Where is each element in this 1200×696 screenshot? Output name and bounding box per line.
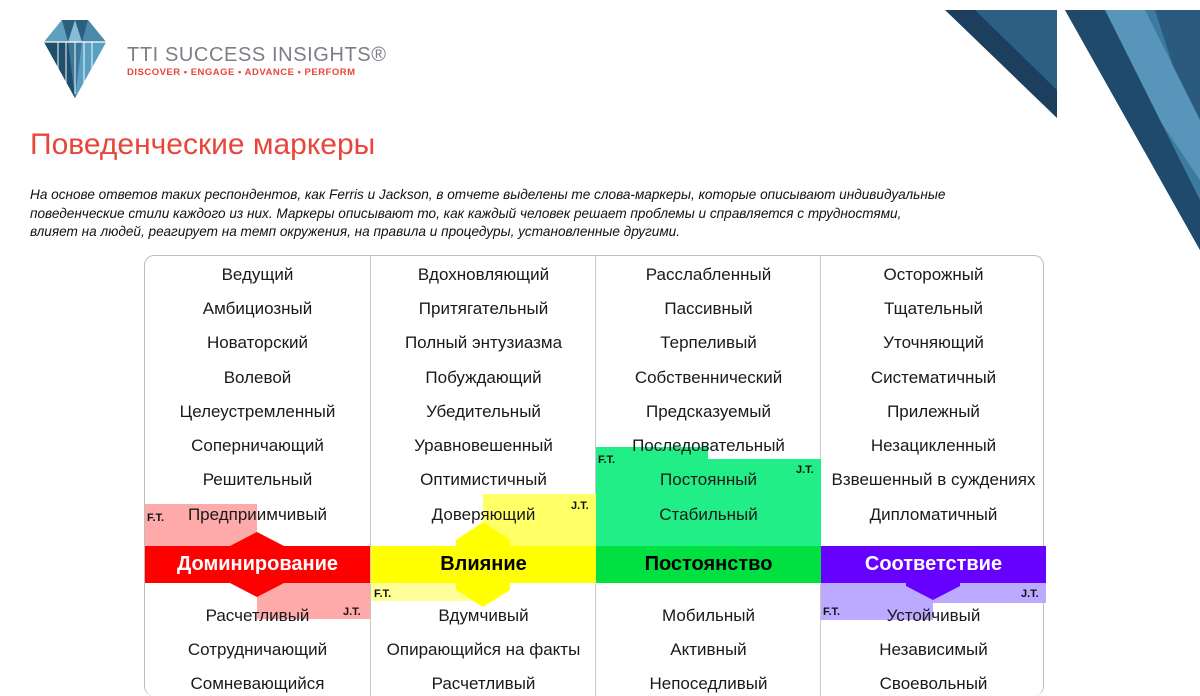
- column-dominance: [145, 256, 370, 696]
- intro-line: влияет на людей, реагирует на темп окружения, на правила и процедуры, установленные другими.: [30, 224, 681, 239]
- band-influence: [371, 546, 596, 583]
- marker-word: Притягательный: [418, 299, 549, 318]
- marker-word: Систематичный: [870, 368, 997, 387]
- diamond-logo-icon: [30, 14, 120, 104]
- marker-word: Соперничающий: [191, 436, 324, 455]
- marker-word: Прилежный: [887, 402, 980, 421]
- marker-word: Вдумчивый: [438, 606, 529, 625]
- marker-word: Устойчивый: [886, 606, 981, 625]
- marker-word: Ведущий: [221, 265, 294, 284]
- marker-word: Полный энтузиазма: [404, 333, 563, 352]
- marker-word: Постоянный: [660, 470, 757, 489]
- marker-word: Расчетливый: [205, 606, 310, 625]
- marker-word: Амбициозный: [202, 299, 313, 318]
- intro-text: [30, 186, 1110, 242]
- marker-word: Вдохновляющий: [417, 265, 550, 284]
- marker-word: Расслабленный: [645, 265, 772, 284]
- marker-word: Уточняющий: [883, 333, 984, 352]
- marker-word: Тщательный: [883, 299, 984, 318]
- marker-word: Уравновешенный: [414, 436, 553, 455]
- band-compliance: [821, 546, 1046, 583]
- jt-marker: J.T.: [1021, 588, 1039, 600]
- marker-word: Своевольный: [879, 674, 988, 693]
- marker-word: Стабильный: [659, 505, 758, 524]
- column-compliance: [820, 256, 1046, 696]
- marker-word: Побуждающий: [425, 368, 542, 387]
- marker-word: Активный: [670, 640, 747, 659]
- marker-word: Предсказуемый: [645, 402, 772, 421]
- intro-line: На основе ответов таких респондентов, как Ferris и Jackson, в отчете выделены те слова-маркеры, которые описывают индивидуальные: [30, 187, 946, 202]
- marker-word: Убедительный: [426, 402, 541, 421]
- marker-word: Независимый: [879, 640, 988, 659]
- marker-word: Предприимчивый: [187, 505, 328, 524]
- band-steadiness: [596, 546, 821, 583]
- marker-word: Дипломатичный: [869, 505, 998, 524]
- jt-marker: J.T.: [796, 464, 814, 476]
- jt-marker: J.T.: [343, 606, 361, 618]
- marker-word: Расчетливый: [431, 674, 536, 693]
- marker-word: Волевой: [223, 368, 292, 387]
- brand: [127, 44, 387, 78]
- marker-word: Мобильный: [662, 606, 755, 625]
- marker-word: Опирающийся на факты: [386, 640, 581, 659]
- column-steadiness: [595, 256, 821, 696]
- band-dominance: [145, 546, 370, 583]
- marker-word: Последовательный: [632, 436, 785, 455]
- band-label: Доминирование: [177, 553, 338, 575]
- band-label: Постоянство: [644, 553, 773, 575]
- marker-word: Сотрудничающий: [187, 640, 328, 659]
- marker-word: Терпеливый: [660, 333, 757, 352]
- ft-marker: F.T.: [147, 512, 165, 524]
- marker-word: Целеустремленный: [179, 402, 336, 421]
- brand-tagline: DISCOVER • ENGAGE • ADVANCE • PERFORM: [127, 67, 356, 78]
- page-title: Поведенческие маркеры: [30, 128, 376, 161]
- marker-word: Осторожный: [883, 265, 984, 284]
- intro-line: поведенческие стили каждого из них. Маркеры описывают то, как каждый человек решает проблемы и справляется с трудностями,: [30, 205, 902, 221]
- brand-name: TTI SUCCESS INSIGHTS®: [127, 44, 387, 66]
- column-influence: [370, 256, 596, 696]
- band-label: Влияние: [440, 553, 527, 575]
- marker-word: Оптимистичный: [420, 470, 547, 489]
- ft-marker: F.T.: [598, 454, 616, 466]
- jt-marker: J.T.: [571, 500, 589, 512]
- band-label: Соответствие: [864, 553, 1003, 575]
- marker-word: Новаторский: [206, 333, 309, 352]
- marker-word: Решительный: [202, 470, 313, 489]
- marker-word: Доверяющий: [431, 505, 536, 524]
- behavioral-markers-table: [144, 255, 1044, 696]
- ft-marker: F.T.: [374, 588, 392, 600]
- marker-word: Незацикленный: [870, 436, 997, 455]
- marker-word: Собственнический: [634, 368, 783, 387]
- ft-marker: F.T.: [823, 606, 841, 618]
- marker-word: Сомневающийся: [190, 674, 325, 693]
- logo: [30, 14, 120, 109]
- marker-word: Пассивный: [664, 299, 753, 318]
- marker-word: Непоседливый: [649, 674, 768, 693]
- marker-word: Взвешенный в суждениях: [831, 470, 1036, 489]
